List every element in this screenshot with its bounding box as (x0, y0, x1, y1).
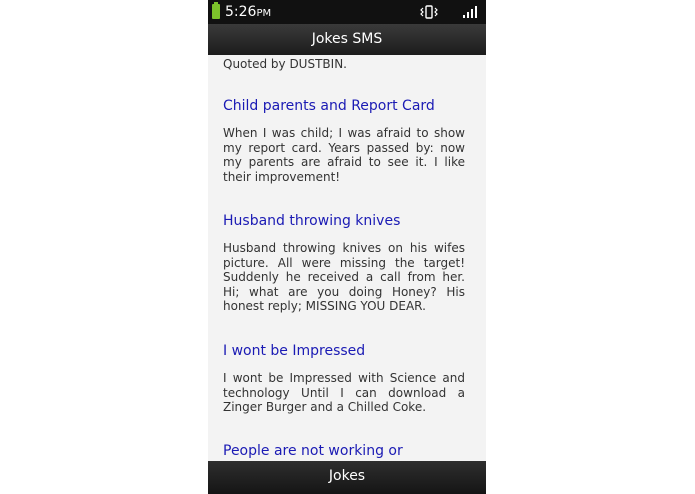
joke-title[interactable]: People are not working or (223, 443, 403, 459)
status-time (225, 3, 271, 23)
jokes-tab-label[interactable]: Jokes (328, 468, 366, 484)
phone-screen (208, 0, 486, 494)
joke-title[interactable]: I wont be Impressed (223, 343, 366, 359)
vibrate-icon (420, 4, 438, 20)
joke-body: Husband throwing knives on his wifes picture. All were missing the target! Suddenly he received a call from her. Hi; what are you doing Honey? His honest reply; MISSING YOU DEAR. (223, 241, 465, 314)
status-bar (208, 0, 486, 24)
joke-title[interactable]: Husband throwing knives (223, 213, 401, 229)
joke-body: I wont be Impressed with Science and technology Until I can download a Zinger Burger and a Chilled Coke. (223, 371, 465, 415)
partial-joke-text: Quoted by DUSTBIN. (223, 57, 347, 71)
joke-item[interactable] (223, 342, 465, 415)
app-title: Jokes SMS (311, 31, 383, 47)
jokes-list[interactable] (208, 55, 486, 461)
joke-body: When I was child; I was afraid to show my report card. Years passed by: now my parents are afraid to see it. I like their improvement! (223, 126, 465, 184)
battery-icon (212, 4, 220, 19)
joke-item[interactable] (223, 212, 465, 314)
status-time-ampm: PM (256, 8, 272, 19)
joke-item[interactable] (223, 97, 465, 184)
bottom-bar[interactable] (208, 461, 486, 494)
joke-title[interactable]: Child parents and Report Card (223, 98, 435, 114)
signal-icon (463, 6, 479, 18)
status-time-value: 5:26 (225, 4, 257, 20)
app-title-bar (208, 24, 486, 55)
